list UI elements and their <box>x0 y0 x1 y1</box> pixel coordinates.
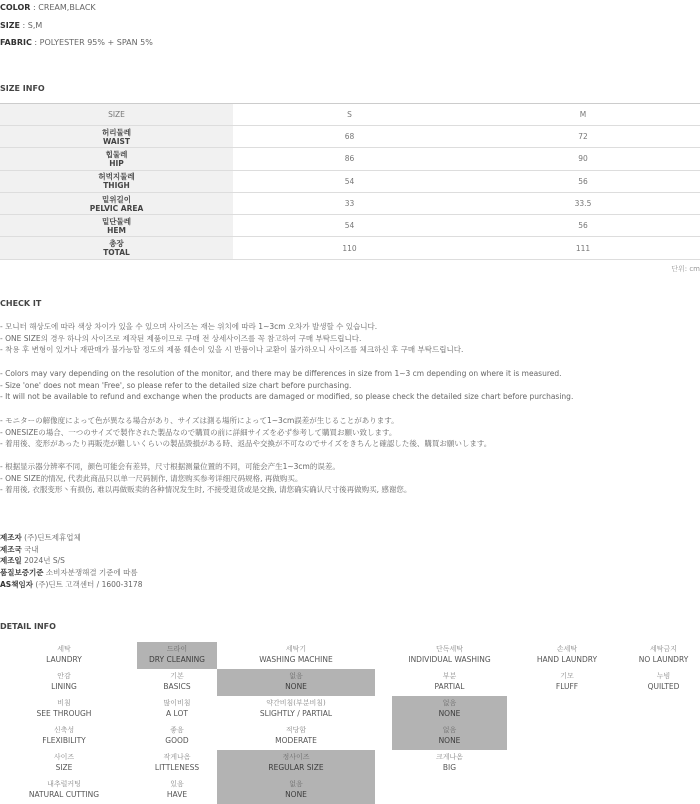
row-label <box>0 170 233 192</box>
maker-label: 제조국 <box>0 544 22 554</box>
detail-cell <box>217 642 375 669</box>
detail-cell <box>0 696 128 723</box>
value-m: 56 <box>466 170 700 192</box>
detail-label-en: NONE <box>285 681 307 691</box>
maker-line <box>0 544 142 556</box>
detail-row <box>0 777 700 804</box>
notes-chinese <box>0 461 411 496</box>
detail-cell <box>0 642 128 669</box>
size-info-title: SIZE INFO <box>0 84 45 93</box>
value-m: 33.5 <box>466 192 700 214</box>
detail-cell <box>507 642 627 669</box>
detail-label-ko: 사이즈 <box>53 753 75 761</box>
detail-label-en: NONE <box>438 708 461 718</box>
maker-line <box>0 567 142 579</box>
maker-value: (주)딘트제휴업체 <box>21 533 81 542</box>
detail-cell <box>392 750 507 777</box>
maker-line <box>0 555 142 567</box>
detail-cell <box>137 750 217 777</box>
detail-cell <box>507 696 627 723</box>
note-line: - It will not be available to refund and exchange when the products are damaged or modified, so please check the detailed size chart before purchasing. <box>0 392 574 402</box>
manufacturer-info <box>0 532 142 591</box>
detail-label-en: HAVE <box>166 789 188 799</box>
table-row <box>0 192 700 214</box>
label-en: THIGH <box>103 181 130 191</box>
note-line: - ONESIZEの場合、一つのサイズで製作された製品なので購買の前に詳細サイズを必ず参考して購買お願い致します。 <box>0 427 397 437</box>
detail-cell <box>137 696 217 723</box>
detail-label-en: FLEXIBILITY <box>42 735 86 745</box>
detail-label-en: BASICS <box>163 681 191 691</box>
detail-label-en: NATURAL CUTTING <box>28 789 100 799</box>
label-en: WAIST <box>102 136 131 146</box>
maker-value: 2024년 S/S <box>21 556 65 566</box>
maker-value: 국내 <box>21 544 39 554</box>
row-label <box>0 237 233 259</box>
note-line: - Colors may vary depending on the resolution of the monitor, and there may be differences in size from 1~3 cm depending on where it is measured. <box>0 369 562 378</box>
detail-label-ko: 없음 <box>442 699 457 707</box>
detail-label-ko: 비침 <box>57 699 71 707</box>
detail-row <box>0 669 700 696</box>
detail-cell <box>137 669 217 696</box>
table-row <box>0 170 700 192</box>
detail-label-en: NONE <box>438 735 461 745</box>
table-row <box>0 237 700 259</box>
detail-label-en: A LOT <box>166 708 188 718</box>
spec-color <box>0 3 96 12</box>
label-en: HEM <box>107 225 126 235</box>
row-label <box>0 126 233 148</box>
spec-size <box>0 21 42 30</box>
detail-label-en: PARTIAL <box>434 681 465 691</box>
detail-label-ko: 많이비침 <box>163 699 191 707</box>
value-m: 111 <box>466 237 700 259</box>
detail-row <box>0 723 700 750</box>
detail-label-ko: 신축성 <box>53 726 75 734</box>
note-line: - ONE SIZE的情况, 代表此商品只以单一尺码制作, 请您购买参考详细尺码规格, 再做购买。 <box>0 473 303 483</box>
spec-value: : S,M <box>20 21 43 30</box>
detail-label-en: HAND LAUNDRY <box>536 654 598 664</box>
note-line: - 착용 후 변형이 있거나 재판매가 불가능할 정도의 제품 훼손이 있을 시 반품이나 교환이 불가하오니 사이즈를 체크하신 후 구매 부탁드립니다. <box>0 345 464 355</box>
detail-cell-selected <box>217 669 375 696</box>
note-line: - 모니터 해상도에 따라 색상 차이가 있을 수 있으며 사이즈는 재는 위치에 따라 1~3cm 오차가 발생할 수 있습니다. <box>0 322 378 331</box>
label-ko: 밑위길이 <box>102 194 131 204</box>
detail-label-ko: 안감 <box>57 672 71 680</box>
detail-label-en: BIG <box>442 762 457 772</box>
table-row <box>0 148 700 170</box>
note-line: - 根据显示器分辨率不同，颜色可能会有差异，尺寸根据测量位置的不同，可能会产生1~3cm的误差。 <box>0 462 340 471</box>
detail-cell <box>392 777 507 804</box>
detail-cell <box>0 669 128 696</box>
detail-cell <box>627 777 700 804</box>
table-row <box>0 126 700 148</box>
detail-row <box>0 696 700 723</box>
header-cell-s: S <box>233 104 466 126</box>
detail-label-ko: 있음 <box>170 780 184 788</box>
detail-cell-selected <box>392 723 507 750</box>
label-ko: 힙둘레 <box>105 149 128 159</box>
detail-label-ko: 약간비침(부분비침) <box>266 699 326 707</box>
row-label <box>0 192 233 214</box>
detail-label-en: GOOD <box>165 735 189 745</box>
detail-cell <box>0 750 128 777</box>
detail-label-en: WASHING MACHINE <box>259 654 333 664</box>
detail-label-ko: 작게나옴 <box>163 753 191 761</box>
detail-label-en: FLUFF <box>555 681 579 691</box>
notes-japanese <box>0 415 491 450</box>
value-s: 54 <box>233 215 466 237</box>
detail-cell <box>137 777 217 804</box>
header-cell-m: M <box>466 104 700 126</box>
detail-label-ko: 세탁기 <box>285 645 307 653</box>
detail-row <box>0 750 700 777</box>
detail-label-ko: 기모 <box>560 672 574 680</box>
detail-label-en: NONE <box>285 789 307 799</box>
detail-row <box>0 642 700 669</box>
spec-label: COLOR <box>0 3 31 12</box>
detail-cell-selected <box>392 696 507 723</box>
maker-line <box>0 532 142 544</box>
detail-cell <box>392 669 507 696</box>
detail-info-title: DETAIL INFO <box>0 622 56 631</box>
detail-cell-selected <box>137 642 217 669</box>
spec-value: : POLYESTER 95% + SPAN 5% <box>31 38 153 47</box>
note-line: - 着用後, 衣服变形丶有损伤, 难以再做贩卖的各种情况发生时, 不接受退货或是交换, 请您确实确认尺寸後再做购买, 感谢您。 <box>0 485 412 495</box>
detail-label-ko: 부분 <box>442 672 457 680</box>
note-line: - Size 'one' does not mean 'Free', so please refer to the detailed size chart before purchasing. <box>0 380 352 390</box>
value-m: 90 <box>466 148 700 170</box>
label-ko: 허리둘레 <box>102 127 131 137</box>
detail-grid <box>0 642 700 804</box>
note-line: - モニターの解像度によって色が異なる場合があり、サイズは測る場所によって1~3cm誤差が生じることがあります。 <box>0 416 399 425</box>
label-ko: 총장 <box>109 239 124 249</box>
value-s: 86 <box>233 148 466 170</box>
note-line: - ONE SIZE의 경우 하나의 사이즈로 제작된 제품이므로 구매 전 상세사이즈를 꼭 참고하여 구매 부탁드립니다. <box>0 333 362 343</box>
row-label <box>0 215 233 237</box>
detail-label-ko: 단독세탁 <box>435 645 464 653</box>
maker-value: (주)딘트 고객센터 / 1600-3178 <box>32 579 143 589</box>
detail-label-en: LAUNDRY <box>46 654 82 664</box>
value-s: 110 <box>233 237 466 259</box>
notes-english <box>0 368 573 403</box>
detail-label-en: LINING <box>51 681 77 691</box>
size-table <box>0 103 700 260</box>
detail-cell <box>627 669 700 696</box>
label-en: TOTAL <box>103 248 130 258</box>
detail-label-ko: 정사이즈 <box>282 753 310 761</box>
detail-cell <box>507 750 627 777</box>
value-s: 54 <box>233 170 466 192</box>
value-m: 72 <box>466 126 700 148</box>
detail-label-en: REGULAR SIZE <box>268 762 324 772</box>
detail-label-en: DRY CLEANING <box>148 654 205 664</box>
detail-label-ko: 세탁금지 <box>649 645 678 653</box>
label-ko: 밑단둘레 <box>102 216 131 226</box>
value-m: 56 <box>466 215 700 237</box>
detail-cell <box>0 777 128 804</box>
detail-cell <box>627 723 700 750</box>
detail-label-en: SIZE <box>55 762 73 772</box>
detail-label-ko: 내추럴커팅 <box>47 780 81 788</box>
detail-cell <box>0 723 128 750</box>
notes-korean <box>0 321 463 356</box>
detail-label-en: INDIVIDUAL WASHING <box>408 654 491 664</box>
detail-label-ko: 드라이 <box>166 645 188 653</box>
value-s: 33 <box>233 192 466 214</box>
unit-label: 단위: cm <box>671 265 700 273</box>
detail-label-en: QUILTED <box>647 681 680 691</box>
detail-label-ko: 좋음 <box>170 726 184 734</box>
detail-cell <box>507 669 627 696</box>
detail-label-ko: 크게나옴 <box>435 753 464 761</box>
detail-label-ko: 기본 <box>170 672 184 680</box>
value-s: 68 <box>233 126 466 148</box>
detail-label-en: MODERATE <box>275 735 317 745</box>
detail-label-ko: 누빔 <box>656 672 671 680</box>
size-table-header <box>0 104 700 126</box>
detail-label-en: LITTLENESS <box>154 762 200 772</box>
spec-label: FABRIC <box>0 38 32 47</box>
detail-cell <box>507 777 627 804</box>
detail-cell <box>392 642 507 669</box>
table-row <box>0 215 700 237</box>
detail-label-ko: 세탁 <box>57 645 71 653</box>
detail-label-en: NO LAUNDRY <box>638 654 689 664</box>
detail-cell <box>217 723 375 750</box>
detail-cell <box>627 642 700 669</box>
maker-label: 품질보증기준 <box>0 568 44 578</box>
maker-label: 제조자 <box>0 533 22 542</box>
detail-label-ko: 없음 <box>442 726 457 734</box>
detail-cell <box>627 750 700 777</box>
detail-label-ko: 없음 <box>289 672 303 680</box>
header-cell-size: SIZE <box>0 104 233 126</box>
detail-cell-selected <box>217 750 375 777</box>
label-en: HIP <box>109 158 124 168</box>
detail-label-ko: 없음 <box>289 780 303 788</box>
detail-cell <box>217 696 375 723</box>
label-ko: 허벅지둘레 <box>98 172 135 182</box>
spec-label: SIZE <box>0 21 21 30</box>
spec-fabric <box>0 38 153 47</box>
detail-label-en: SLIGHTLY / PARTIAL <box>259 708 333 718</box>
maker-line <box>0 579 142 591</box>
detail-label-en: SEE THROUGH <box>36 708 92 718</box>
detail-label-ko: 손세탁 <box>556 645 578 653</box>
detail-cell <box>137 723 217 750</box>
label-en: PELVIC AREA <box>89 203 144 213</box>
row-label <box>0 148 233 170</box>
spec-value: : CREAM,BLACK <box>30 3 96 12</box>
detail-cell-selected <box>217 777 375 804</box>
detail-label-ko: 적당함 <box>285 726 307 734</box>
check-it-title: CHECK IT <box>0 299 42 308</box>
note-line: - 着用後、変形があったり再販売が難しいくらいの製品毀損がある時、返品や交換が不可なのでサイズをきちんと確認した後、購買お願いします。 <box>0 439 492 449</box>
maker-label: AS책임자 <box>0 579 33 589</box>
maker-value: 소비자분쟁해결 기준에 따름 <box>43 568 138 578</box>
maker-label: 제조일 <box>0 556 22 566</box>
detail-cell <box>507 723 627 750</box>
detail-cell <box>627 696 700 723</box>
